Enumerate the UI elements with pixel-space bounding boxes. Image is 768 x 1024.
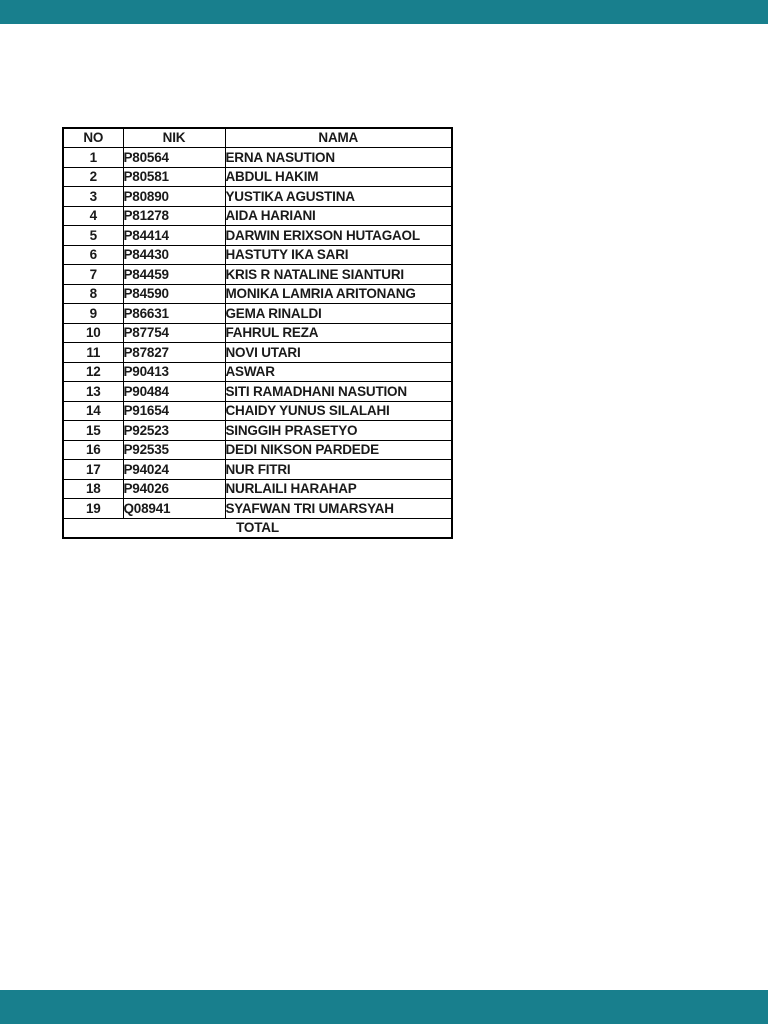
cell-nik: P92535 xyxy=(123,440,225,460)
cell-nik: P80564 xyxy=(123,148,225,168)
cell-nama: CHAIDY YUNUS SILALAHI xyxy=(225,401,452,421)
table-row xyxy=(63,479,452,499)
header-row xyxy=(63,128,452,148)
table-row xyxy=(63,499,452,519)
table-row xyxy=(63,245,452,265)
cell-nama: ABDUL HAKIM xyxy=(225,167,452,187)
col-header-nik: NIK xyxy=(123,128,225,148)
cell-nama: YUSTIKA AGUSTINA xyxy=(225,187,452,207)
cell-nama: SINGGIH PRASETYO xyxy=(225,421,452,441)
cell-nik: P84430 xyxy=(123,245,225,265)
cell-no: 12 xyxy=(63,362,123,382)
cell-no: 4 xyxy=(63,206,123,226)
cell-nama: NOVI UTARI xyxy=(225,343,452,363)
viewer-top-band xyxy=(0,0,768,24)
cell-nama: NURLAILI HARAHAP xyxy=(225,479,452,499)
cell-no: 3 xyxy=(63,187,123,207)
table-row xyxy=(63,382,452,402)
table-row xyxy=(63,148,452,168)
table-body xyxy=(63,148,452,519)
cell-no: 10 xyxy=(63,323,123,343)
cell-no: 18 xyxy=(63,479,123,499)
cell-no: 15 xyxy=(63,421,123,441)
cell-nik: P81278 xyxy=(123,206,225,226)
table-row xyxy=(63,265,452,285)
table-row xyxy=(63,401,452,421)
cell-nik: P94026 xyxy=(123,479,225,499)
cell-nik: P84414 xyxy=(123,226,225,246)
cell-nama: SITI RAMADHANI NASUTION xyxy=(225,382,452,402)
cell-nik: P80581 xyxy=(123,167,225,187)
cell-nik: P94024 xyxy=(123,460,225,480)
cell-no: 6 xyxy=(63,245,123,265)
table-footer xyxy=(63,518,452,538)
viewer-bottom-band xyxy=(0,990,768,1024)
cell-nik: P91654 xyxy=(123,401,225,421)
cell-nama: HASTUTY IKA SARI xyxy=(225,245,452,265)
cell-nik: P84459 xyxy=(123,265,225,285)
table-row xyxy=(63,343,452,363)
cell-nik: P90413 xyxy=(123,362,225,382)
cell-no: 13 xyxy=(63,382,123,402)
table-row xyxy=(63,206,452,226)
total-label: TOTAL xyxy=(63,518,452,538)
table-row xyxy=(63,421,452,441)
cell-nik: Q08941 xyxy=(123,499,225,519)
cell-no: 7 xyxy=(63,265,123,285)
cell-nik: P87827 xyxy=(123,343,225,363)
col-header-nama: NAMA xyxy=(225,128,452,148)
cell-nama: MONIKA LAMRIA ARITONANG xyxy=(225,284,452,304)
cell-no: 16 xyxy=(63,440,123,460)
roster-table xyxy=(62,127,453,539)
table-row xyxy=(63,460,452,480)
cell-nama: AIDA HARIANI xyxy=(225,206,452,226)
cell-no: 17 xyxy=(63,460,123,480)
cell-nik: P80890 xyxy=(123,187,225,207)
cell-nama: GEMA RINALDI xyxy=(225,304,452,324)
table-row xyxy=(63,362,452,382)
cell-no: 9 xyxy=(63,304,123,324)
document-page xyxy=(0,24,768,990)
cell-nik: P87754 xyxy=(123,323,225,343)
cell-nik: P90484 xyxy=(123,382,225,402)
cell-nama: NUR FITRI xyxy=(225,460,452,480)
cell-nik: P86631 xyxy=(123,304,225,324)
cell-nama: DARWIN ERIXSON HUTAGAOL xyxy=(225,226,452,246)
cell-no: 8 xyxy=(63,284,123,304)
cell-no: 5 xyxy=(63,226,123,246)
cell-nik: P92523 xyxy=(123,421,225,441)
cell-no: 14 xyxy=(63,401,123,421)
table-row xyxy=(63,226,452,246)
cell-nik: P84590 xyxy=(123,284,225,304)
cell-no: 2 xyxy=(63,167,123,187)
table-row xyxy=(63,304,452,324)
cell-nama: KRIS R NATALINE SIANTURI xyxy=(225,265,452,285)
cell-nama: SYAFWAN TRI UMARSYAH xyxy=(225,499,452,519)
cell-nama: ASWAR xyxy=(225,362,452,382)
cell-no: 19 xyxy=(63,499,123,519)
table-header xyxy=(63,128,452,148)
table-row xyxy=(63,440,452,460)
cell-nama: FAHRUL REZA xyxy=(225,323,452,343)
table-row xyxy=(63,167,452,187)
table-row xyxy=(63,323,452,343)
cell-nama: DEDI NIKSON PARDEDE xyxy=(225,440,452,460)
col-header-no: NO xyxy=(63,128,123,148)
cell-no: 1 xyxy=(63,148,123,168)
total-row xyxy=(63,518,452,538)
cell-no: 11 xyxy=(63,343,123,363)
table-row xyxy=(63,187,452,207)
cell-nama: ERNA NASUTION xyxy=(225,148,452,168)
table-row xyxy=(63,284,452,304)
